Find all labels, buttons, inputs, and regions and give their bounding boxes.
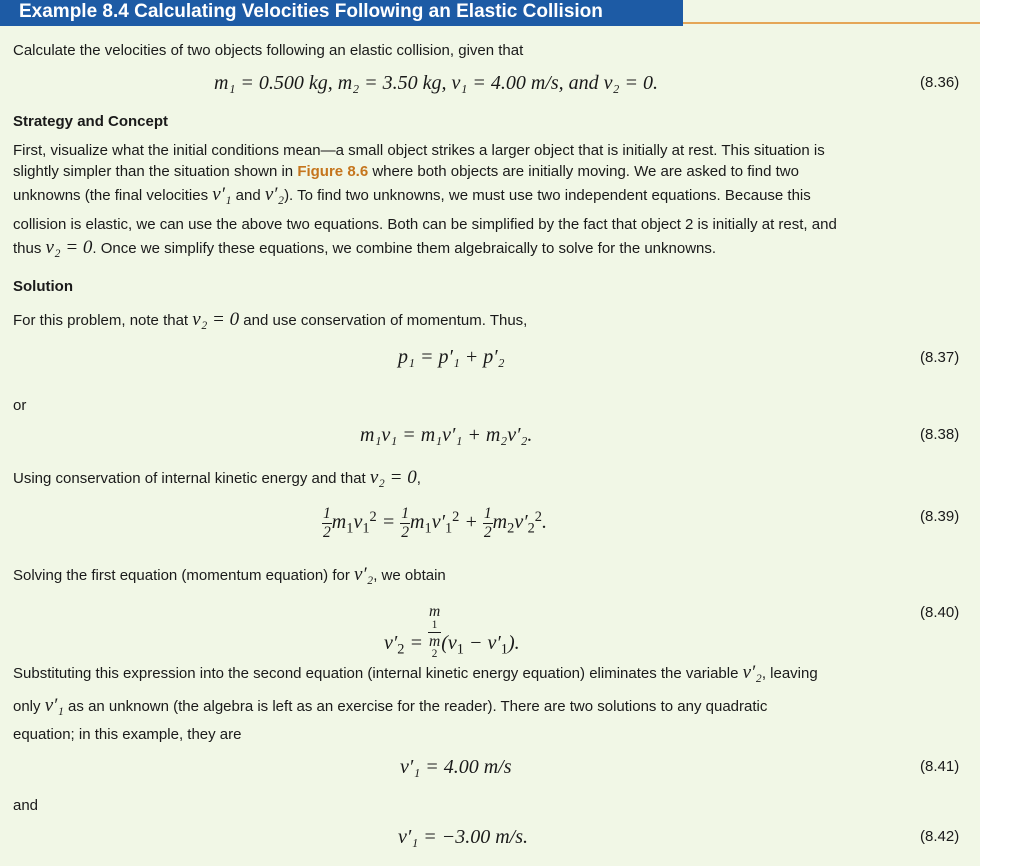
- strategy-line-1: First, visualize what the initial conditions mean—a small object strikes a larger object that is initially at rest. This situation is: [13, 142, 825, 159]
- fraction-m1-m2: m 1 m 2: [428, 603, 441, 661]
- equation-8-38: m₁v₁ = m₁v′₁ + m₂v′₂.: [360, 424, 533, 446]
- fraction-half: $\frac{1}{2}$: [323, 505, 331, 541]
- text-span: only: [13, 698, 45, 715]
- strategy-line-4: collision is elastic, we can use the above two equations. Both can be simplified by the fact that object 2 is initially at rest, and: [13, 216, 837, 233]
- text-span: thus: [13, 240, 46, 257]
- equation-number-8-37: (8.37): [920, 349, 960, 366]
- text-span: . Once we simplify these equations, we combine them algebraically to solve for the unknowns.: [92, 240, 717, 257]
- math-v2-zero: v₂ = 0: [369, 467, 417, 488]
- example-title: Example 8.4 Calculating Velocities Following an Elastic Collision: [0, 0, 683, 26]
- equation-8-40: $v'_2$ = m 1 m 2 $(v_1 - v'_1)$.: [384, 603, 520, 661]
- strategy-line-3: [13, 184, 811, 206]
- equation-8-42: v′₁ = −3.00 m/s.: [398, 826, 528, 848]
- fraction-half: $\frac{1}{2}$: [483, 505, 492, 541]
- text-span: slightly simpler than the situation shown in: [13, 163, 298, 180]
- substitution-line-3: equation; in this example, they are: [13, 726, 242, 743]
- strategy-heading: Strategy and Concept: [13, 113, 169, 130]
- equation-number-8-40: (8.40): [920, 604, 960, 621]
- substitution-line-1: [13, 662, 818, 684]
- text-span: and use conservation of momentum. Thus,: [239, 312, 528, 329]
- text-span: as an unknown (the algebra is left as an exercise for the reader). There are two solutions to any quadratic: [63, 698, 768, 715]
- fraction-half: $\frac{1}{2}$: [401, 505, 410, 541]
- text-span: ). To find two unknowns, we must use two independent equations. Because this: [284, 187, 811, 204]
- solution-heading: Solution: [13, 278, 73, 295]
- equation-number-8-39: (8.39): [920, 508, 960, 525]
- strategy-line-5: [13, 237, 716, 259]
- substitution-line-2: [13, 695, 767, 717]
- equation-number-8-42: (8.42): [920, 828, 960, 845]
- text-span: unknowns (the final velocities: [13, 187, 213, 204]
- text-span: For this problem, note that: [13, 312, 193, 329]
- text-span: ,: [416, 470, 421, 487]
- or-label: or: [13, 397, 27, 414]
- solution-line: [13, 309, 527, 331]
- and-label: and: [13, 797, 39, 814]
- math-v-prime-1: v′₁: [212, 184, 232, 205]
- equation-8-39: $\frac{1}{2}$ $m_1v_1^2$ = $\frac{1}{2}$ $m_1v'_1^2$ + $\frac{1}{2}$ $m_2v'_2^2$.: [323, 505, 547, 541]
- text-span: Substituting this expression into the second equation (internal kinetic energy equation) eliminates the variable: [13, 665, 743, 682]
- equation-number-8-36: (8.36): [920, 74, 960, 91]
- strategy-line-2: [13, 163, 799, 180]
- math-v2-zero: v₂ = 0: [45, 237, 93, 258]
- text-span: Using conservation of internal kinetic energy and that: [13, 470, 370, 487]
- equation-number-8-38: (8.38): [920, 426, 960, 443]
- text-span: where both objects are initially moving. We are asked to find two: [368, 163, 799, 180]
- equation-8-37: p₁ = p′₁ + p′₂: [398, 346, 505, 368]
- text-span: , we obtain: [373, 567, 446, 584]
- math-v-prime-2: v′₂: [742, 662, 762, 683]
- text-span: and: [231, 187, 265, 204]
- solve-line: [13, 564, 446, 586]
- equation-number-8-41: (8.41): [920, 758, 960, 775]
- math-v-prime-1: v′₁: [44, 695, 64, 716]
- equation-8-36: m₁ = 0.500 kg, m₂ = 3.50 kg, v₁ = 4.00 m/s, and v₂ = 0.: [214, 72, 658, 94]
- figure-8-6-link[interactable]: Figure 8.6: [297, 163, 369, 180]
- math-v-prime-2: v′₂: [264, 184, 285, 205]
- text-span: , leaving: [761, 665, 818, 682]
- intro-text: Calculate the velocities of two objects following an elastic collision, given that: [13, 42, 524, 59]
- title-rule: [683, 22, 980, 24]
- math-v2-zero: v₂ = 0: [192, 309, 240, 330]
- kinetic-energy-line: [13, 467, 421, 489]
- text-span: Solving the first equation (momentum equation) for: [13, 567, 355, 584]
- equation-8-41: v′₁ = 4.00 m/s: [400, 756, 512, 778]
- math-v-prime-2: v′₂: [354, 564, 374, 585]
